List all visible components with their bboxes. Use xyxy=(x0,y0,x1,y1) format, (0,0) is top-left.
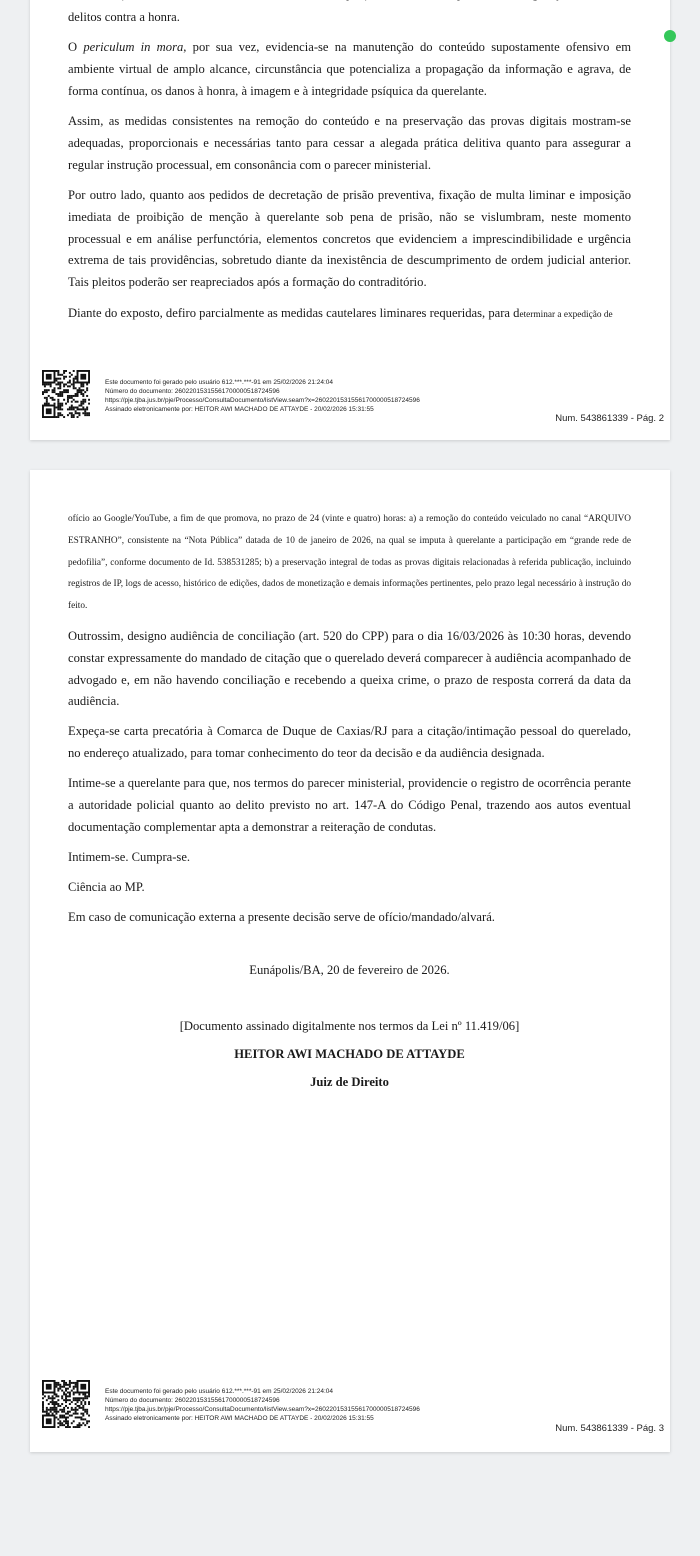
document-page-3 xyxy=(30,470,670,1452)
footer-info: Este documento foi gerado pelo usuário 612.***.***-91 em 25/02/2026 21:24:04 Número do documento: 26022015315561700000518724596 https://pje.tjba.jus.br/pje/Processo/ConsultaDocumento/listView.seam?x=26022015315561700000518724596 Assinado eletronicamente por: HEITOR AWI MACHADO DE ATTAYDE - 20/02/2026 15:31:55 xyxy=(105,379,420,414)
paragraph: Em caso de comunicação externa a presente decisão serve de ofício/mandado/alvará. xyxy=(68,910,495,924)
paragraph: Intime-se a querelante para que, nos termos do parecer ministerial, providencie o registro de ocorrência perante a autoridade policial quanto ao delito previsto no art. 147-A do Código Penal, trazendo aos autos eventual documentação complementar apta a demonstrar a reiteração de condutas. xyxy=(68,776,631,834)
footer-info: Este documento foi gerado pelo usuário 612.***.***-91 em 25/02/2026 21:24:04 Número do documento: 26022015315561700000518724596 https://pje.tjba.jus.br/pje/Processo/ConsultaDocumento/listView.seam?x=26022015315561700000518724596 Assinado eletronicamente por: HEITOR AWI MACHADO DE ATTAYDE - 20/02/2026 15:31:55 xyxy=(105,1388,420,1423)
judge-name: HEITOR AWI MACHADO DE ATTAYDE xyxy=(234,1047,465,1061)
paragraph: Expeça-se carta precatória à Comarca de Duque de Caxias/RJ para a citação/intimação pessoal do querelado, no endereço atualizado, para tomar conhecimento do teor da decisão e da audiência designada. xyxy=(68,724,631,760)
paragraph: ofício ao Google/YouTube, a fim de que promova, no prazo de 24 (vinte e quatro) horas: a) a remoção do conteúdo veiculado no canal “ARQUIVO ESTRANHO”, consistente na “Nota Pública” datada de 10 de janeiro de 2026, na qual se imputa à querelante a participação em “grande rede de pedofilia”, conforme documento de Id. 538531285; b) a preservação integral de todas as provas digitais relacionadas à referida publicação, incluindo registros de IP, logs de acesso, histórico de edições, dados de monetização e demais informações pertinentes, pelo prazo legal necessário à instrução do feito. xyxy=(68,514,631,612)
paragraph: Por outro lado, quanto aos pedidos de decretação de prisão preventiva, fixação de multa liminar e imposição imediata de proibição de menção à querelante sob pena de prisão, não se vislumbram, neste momento processual e em análise perfunctória, elementos concretos que evidenciem a imprescindibilidade e urgência extrema de tais providências, sobretudo diante da inexistência de descumprimento de ordem judicial anterior. Tais pleitos poderão ser reapreciados após a formação do contraditório. xyxy=(68,188,631,290)
paragraph: delitos contra a honra. xyxy=(68,10,180,24)
paragraph: Ciência ao MP. xyxy=(68,880,145,894)
qr-code xyxy=(42,1380,90,1428)
paragraph: Assim, as medidas consistentes na remoção do conteúdo e na preservação das provas digitais mostram-se adequadas, proporcionais e necessárias tanto para cessar a alegada prática delitiva quanto para assegurar a regular instrução processual, em consonância com o parecer ministerial. xyxy=(68,114,631,172)
page-number: Num. 543861339 - Pág. 3 xyxy=(555,1423,664,1434)
page-number: Num. 543861339 - Pág. 2 xyxy=(555,413,664,424)
status-dot-icon xyxy=(664,30,676,42)
judge-title: Juiz de Direito xyxy=(310,1075,389,1089)
document-page-2 xyxy=(30,0,670,440)
paragraph: Intimem-se. Cumpra-se. xyxy=(68,850,191,864)
paragraph: O periculum in mora, por sua vez, evidencia-se na manutenção do conteúdo supostamente ofensivo em ambiente virtual de amplo alcance, circunstância que potencializa a propagação da informação e agrava, de forma contínua, os danos à honra, à imagem e à integridade psíquica da querelante. xyxy=(68,40,631,98)
paragraph: Outrossim, designo audiência de conciliação (art. 520 do CPP) para o dia 16/03/2026 às 10:30 horas, devendo constar expressamente do mandado de citação que o querelado deverá comparecer à audiência acompanhado de advogado e, em não havendo conciliação e recebendo a queixa crime, o prazo de resposta correrá da data da audiência. xyxy=(68,629,631,709)
qr-code xyxy=(42,370,90,418)
signature-note: [Documento assinado digitalmente nos termos da Lei nº 11.419/06] xyxy=(179,1019,520,1033)
cut-off-line xyxy=(68,0,631,6)
paragraph: Diante do exposto, defiro parcialmente as medidas cautelares liminares requeridas, para determinar a expedição de xyxy=(68,306,613,320)
place-date: Eunápolis/BA, 20 de fevereiro de 2026. xyxy=(249,963,450,977)
